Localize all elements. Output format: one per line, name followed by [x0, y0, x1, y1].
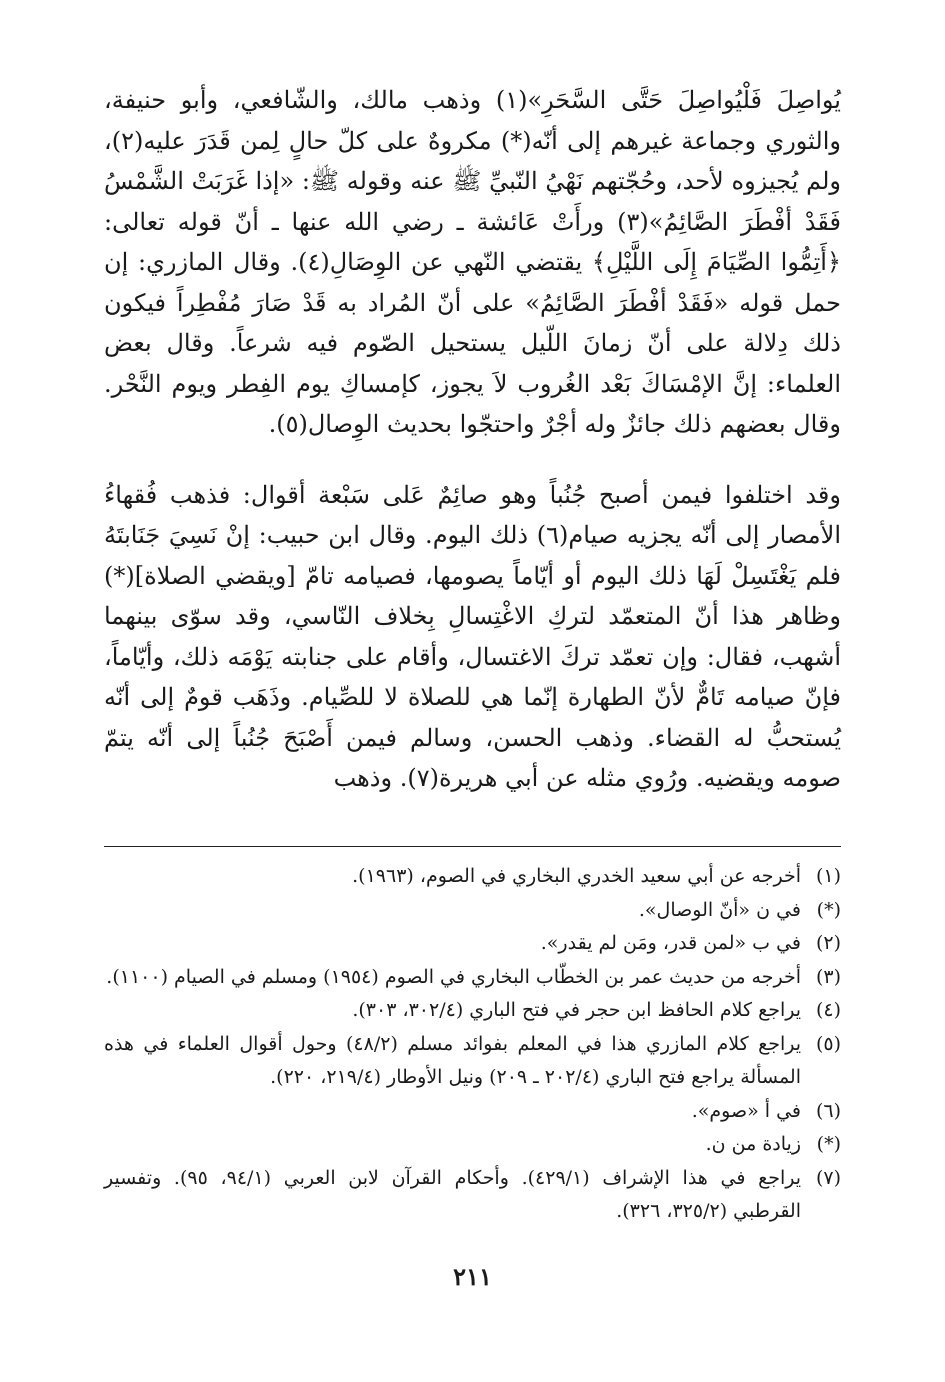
footnote-text: في ب «لمن قدر، ومَن لم يقدر».: [540, 932, 801, 954]
footnote-star-2: [104, 1128, 841, 1162]
page-number: ٢١١: [453, 1262, 492, 1291]
paragraph-1: يُواصِلَ فَلْيُواصِلَ حَتَّى السَّحَرِ»(١) وذهب مالك، والشّافعي، وأبو حنيفة، والثوري وجماعة غيرهم إلى أنّه(*) مكروهٌ على كلّ حالٍ لِمن قَدَرَ عليه(٢)، ولم يُجيزوه لأحد، وحُجّتهم نَهْيُ النّبيِّ ﷺ عنه وقوله ﷺ: «إذا غَرَبَتْ الشَّمْسُ فَقَدْ أفْطَرَ الصَّائِمُ»(٣) ورأَتْ عَائشة ـ رضي الله عنها ـ أنّ قوله تعالى: ﴿أَتِمُّوا الصِّيَامَ إِلَى اللَّيْلِ﴾ يقتضي النّهي عن الوِصَالِ(٤). وقال المازري: إن حمل قوله «فَقَدْ أفْطَرَ الصَّائِمُ» على أنّ المُراد به قَدْ صَارَ مُفْطِراً فيكون ذلك دِلالة على أنّ زمانَ اللّيل يستحيل الصّوم فيه شرعاً. وقال بعض العلماء: إنَّ الإمْسَاكَ بَعْد الغُروب لاَ يجوز، كإمساكِ يوم الفِطر ويوم النَّحْر. وقال بعضهم ذلك جائزٌ وله أجْرٌ واحتجّوا بحديث الوِصال(٥).: [104, 86, 842, 438]
footnote-6: [104, 1095, 841, 1129]
footnote-3: [104, 961, 841, 995]
footnote-5: [104, 1028, 841, 1095]
footnote-marker: (٧): [815, 1166, 841, 1189]
main-text: [104, 80, 841, 799]
footnote-marker: (١): [815, 865, 841, 887]
paragraph-2: وقد اختلفوا فيمن أصبح جُنُباً وهو صائِمٌ عَلى سَبْعة أقوال: فذهب فُقهاءُ الأمصار إلى أنّه يجزيه صيام(٦) ذلك اليوم. وقال ابن حبيب: إنْ نَسِيَ جَنَابتَهُ فلم يَغْتَسِلْ لَهَا ذلك اليوم أو أيّاماً يصومها، فصيامه تامّ [ويقضي الصلاة](*) وظاهر هذا أنّ المتعمّد لتركِ الاغْتِسالِ بِخلاف النّاسي، وقد سوّى بينهما أشهب، فقال: وإن تعمّد تركَ الاغتسال، وأقام على جنابته يَوْمَه ذلك، وأيّاماً، فإنّ صيامه تَامٌّ لأنّ الطهارة إنّما هي للصلاة لا للصِّيام. وذَهَب قومٌ إلى أنّه يُستحبُّ له القضاء. وذهب الحسن، وسالم فيمن أَصْبَحَ جُنُباً إلى أنّه يتمّ صومه ويقضيه. ورُوي مثله عن أبي هريرة(٧). وذهب: [104, 480, 842, 792]
footnote-marker: (٤): [815, 999, 841, 1021]
footnote-2: [104, 927, 841, 961]
footnote-marker: (٣): [815, 965, 841, 988]
footnote-divider: [104, 846, 841, 847]
footnote-text: أخرجه عن أبي سعيد الخدري البخاري في الصوم، (١٩٦٣).: [352, 865, 801, 887]
footnote-text: في أ «صوم».: [691, 1099, 801, 1122]
footnote-marker: (٢): [815, 932, 841, 954]
footnote-marker: (*): [816, 898, 841, 921]
footnote-text: يراجع كلام الحافظ ابن حجر في فتح الباري (٣٠٢/٤، ٣٠٣).: [352, 999, 801, 1021]
footnote-text: يراجع كلام المازري هذا في المعلم بفوائد مسلم (٤٨/٢) وحول أقوال العلماء في هذه المسألة يراجع فتح الباري (٢٠٢/٤ ـ ٢٠٩) ونيل الأوطار (٢١٩/٤، ٢٢٠).: [104, 1032, 801, 1088]
footnote-marker: (٥): [815, 1032, 841, 1055]
footnote-text: أخرجه من حديث عمر بن الخطّاب البخاري في الصوم (١٩٥٤) ومسلم في الصيام (١١٠٠).: [106, 965, 801, 988]
footnote-star-1: [104, 894, 841, 928]
footnote-7: [104, 1162, 841, 1229]
footnote-text: في ن «أنّ الوصال».: [638, 898, 801, 921]
footnote-text: زيادة من ن.: [705, 1133, 801, 1155]
footnotes-list: [104, 860, 841, 1229]
footnote-text: يراجع في هذا الإشراف (٤٢٩/١). وأحكام القرآن لابن العربي (٩٤/١، ٩٥). وتفسير القرطبي (٣٢٥/٢، ٣٢٦).: [104, 1166, 802, 1222]
footnote-1: [104, 860, 841, 894]
footnote-marker: (٦): [815, 1099, 841, 1122]
footnote-marker: (*): [816, 1133, 841, 1155]
footnote-4: [104, 994, 841, 1028]
